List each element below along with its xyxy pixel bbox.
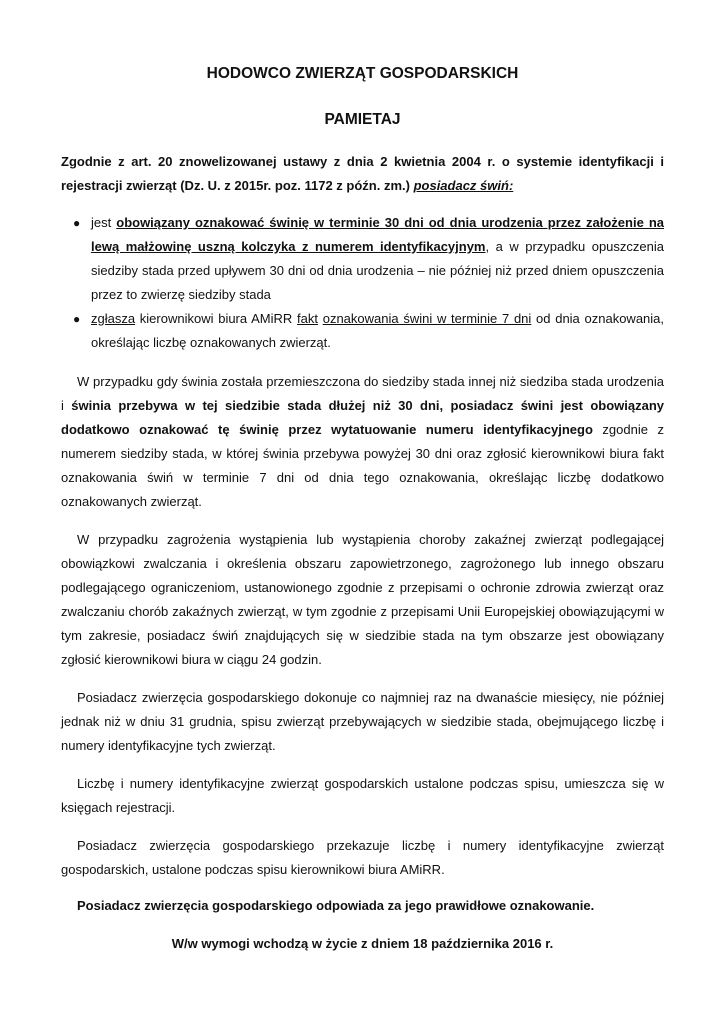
list-item [61,307,664,355]
relocation-text-1: W przypadku gdy świnia została przemieszczona do siedziby stada innej niż siedziba stada urodzenia i [61,374,664,413]
duty-emphasis: oznakowania świni w terminie 7 dni [322,311,532,326]
document-subtitle: PAMIETAJ [324,111,401,128]
responsibility-statement: Posiadacz zwierzęcia gospodarskiego odpowiada za jego prawidłowe oznakowanie. [77,898,595,913]
duty-lead: zgłasza [91,311,136,326]
duty-fakt: fakt [297,311,318,326]
relocation-bold: świnia przebywa w tej siedzibie stada dłużej niż 30 dni, posiadacz świni jest obowiązany dodatkowo oznakować tę świnię przez wytatuowanie numeru identyfikacyjnego [61,398,665,437]
intro-emphasis: posiadacz świń: [413,178,514,193]
duty-emphasis: obowiązany oznakować świnię w terminie 30 dni od dnia urodzenia przez założenie na lewą małżowinę uszną kolczyka z numerem identyfikacyjnym [91,215,664,254]
relocation-text-2: zgodnie z numerem siedziby stada, w której świnia przebywa powyżej 30 dni oraz zgłosić kierownikowi biura fakt oznakowania świń w terminie 7 dni od dnia tego oznakowania, określając liczbę dodatkowo oznakowanych zwierząt. [61,422,665,509]
bullet-icon: ● [73,312,81,326]
bullet-icon: ● [73,216,81,230]
paragraph-disease: W przypadku zagrożenia wystąpienia lub wystąpienia choroby zakaźnej zwierząt podlegającej obowiązkowi zwalczania i określenia obszaru zapowietrzonego, zagrożonego lub innego obszaru podlegającego ograniczeniom, ustanowionego zgodnie z przepisami o ochronie zdrowia zwierząt oraz zwalczaniu chorób zakaźnych zwierząt, w tym zgodnie z przepisami Unii Europejskiej obowiązującymi w tym zakresie, posiadacz świń znajdujących się w siedzibie stada na tym obszarze jest obowiązany zgłosić kierownikowi biura w ciągu 24 godzin. [61,532,664,667]
list-item [61,211,664,307]
effective-date: W/w wymogi wchodzą w życie z dniem 18 października 2016 r. [171,936,554,951]
duties-list [61,211,664,355]
duty-rest: od dnia oznakowania, określając liczbę oznakowanych zwierząt. [91,311,665,350]
intro-paragraph [61,150,664,198]
duty-rest: , a w przypadku opuszczenia siedziby stada przed upływem 30 dni od dnia urodzenia – nie później niż przed dniem opuszczenia przez to zwierzę siedziby stada [91,239,664,302]
document-page [61,54,664,1014]
paragraph-census: Posiadacz zwierzęcia gospodarskiego dokonuje co najmniej raz na dwanaście miesięcy, nie później jednak niż w dniu 31 grudnia, spisu zwierząt przebywających w siedzibie stada, obejmującego liczbę i numery identyfikacyjne tych zwierząt. [61,690,664,753]
duty-mid: kierownikowi biura AMiRR [135,311,298,326]
paragraph-relocation [61,370,664,514]
intro-text: Zgodnie z art. 20 znowelizowanej ustawy z dnia 2 kwietnia 2004 r. o systemie identyfikacji i rejestracji zwierząt (Dz. U. z 2015r. poz. 1172 z późn. zm.) [61,154,664,193]
duty-lead: jest [91,215,117,230]
document-title: HODOWCO ZWIERZĄT GOSPODARSKICH [206,65,519,82]
paragraph-transfer: Posiadacz zwierzęcia gospodarskiego przekazuje liczbę i numery identyfikacyjne zwierząt gospodarskich, ustalone podczas spisu kierownikowi biura AMiRR. [61,838,664,877]
paragraph-registry: Liczbę i numery identyfikacyjne zwierząt gospodarskich ustalone podczas spisu, umieszcza się w księgach rejestracji. [61,776,664,815]
